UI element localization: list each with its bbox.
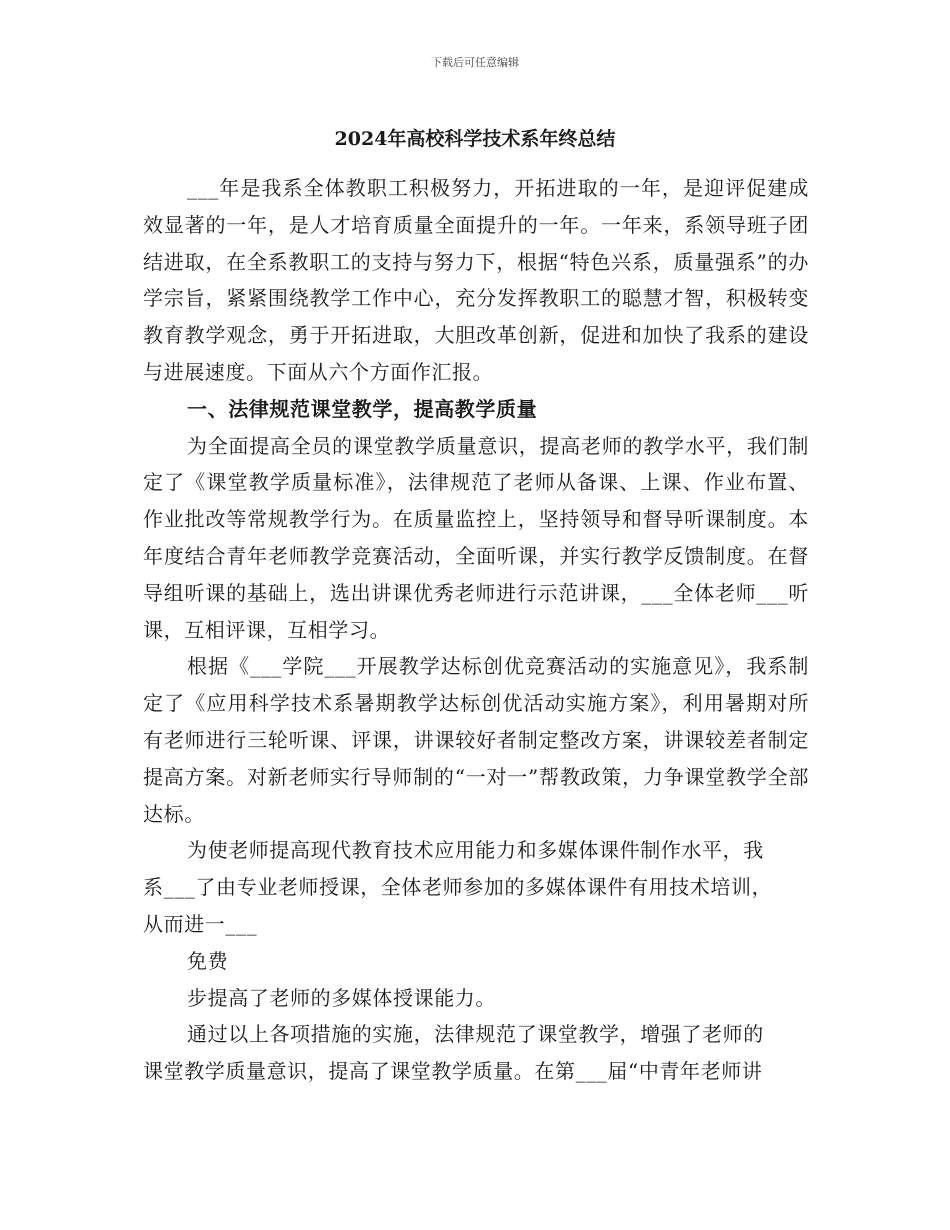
intro-paragraph: ___年是我系全体教职工积极努力，开拓进取的一年，是迎评促建成效显著的一年，是人才培育质量全面提升的一年。一年来，系领导班子团结进取，在全系教职工的支持与努力下，根据“特色兴系，质量强系”的办学宗旨，紧紧围绕教学工作中心，充分发挥教职工的聪慧才智，积极转变教育教学观念，勇于开拓进取，大胆改革创新，促进和加快了我系的建设与进展速度。下面从六个方面作汇报。 <box>143 176 809 384</box>
free-label: 免费 <box>187 948 229 973</box>
multimedia-continuation: 步提高了老师的多媒体授课能力。 <box>187 985 496 1010</box>
multimedia-line-2: 系___了由专业老师授课，全体老师参加的多媒体课件有用技术培训， <box>143 875 773 900</box>
results-line-2: 课堂教学质量意识，提高了课堂教学质量。在第___届“中青年老师讲 <box>143 1059 763 1084</box>
paragraph-multimedia-training <box>143 832 809 942</box>
document-title: 2024年高校科学技术系年终总结 <box>334 128 616 150</box>
results-line-1: 通过以上各项措施的实施，法律规范了课堂教学，增强了老师的 <box>187 1022 764 1047</box>
paragraph-quality-standards: 为全面提高全员的课堂教学质量意识，提高老师的教学水平，我们制定了《课堂教学质量标准》，法律规范了老师从备课、上课、作业布置、作业批改等常规教学行为。在质量监控上，坚持领导和督导听课制度。本年度结合青年老师教学竞赛活动，全面听课，并实行教学反馈制度。在督导组听课的基础上，选出讲课优秀老师进行示范讲课，___全体老师___听课，互相评课，互相学习。 <box>143 433 809 642</box>
multimedia-line-3: 从而进一___ <box>143 911 258 936</box>
multimedia-line-1: 为使老师提高现代教育技术应用能力和多媒体课件制作水平，我 <box>187 838 764 863</box>
section-heading-1: 一、法律规范课堂教学，提高教学质量 <box>187 396 538 421</box>
page-header-note: 下载后可任意编辑 <box>431 56 519 69</box>
paragraph-results <box>143 1016 809 1090</box>
paragraph-teaching-competition: 根据《___学院___开展教学达标创优竞赛活动的实施意见》，我系制定了《应用科学技术系暑期教学达标创优活动实施方案》，利用暑期对所有老师进行三轮听课、评课，讲课较好者制定整改方案，讲课较差者制定提高方案。对新老师实行导师制的“一对一”帮教政策，力争课堂教学全部达标。 <box>143 654 809 826</box>
document-body <box>143 170 809 1090</box>
